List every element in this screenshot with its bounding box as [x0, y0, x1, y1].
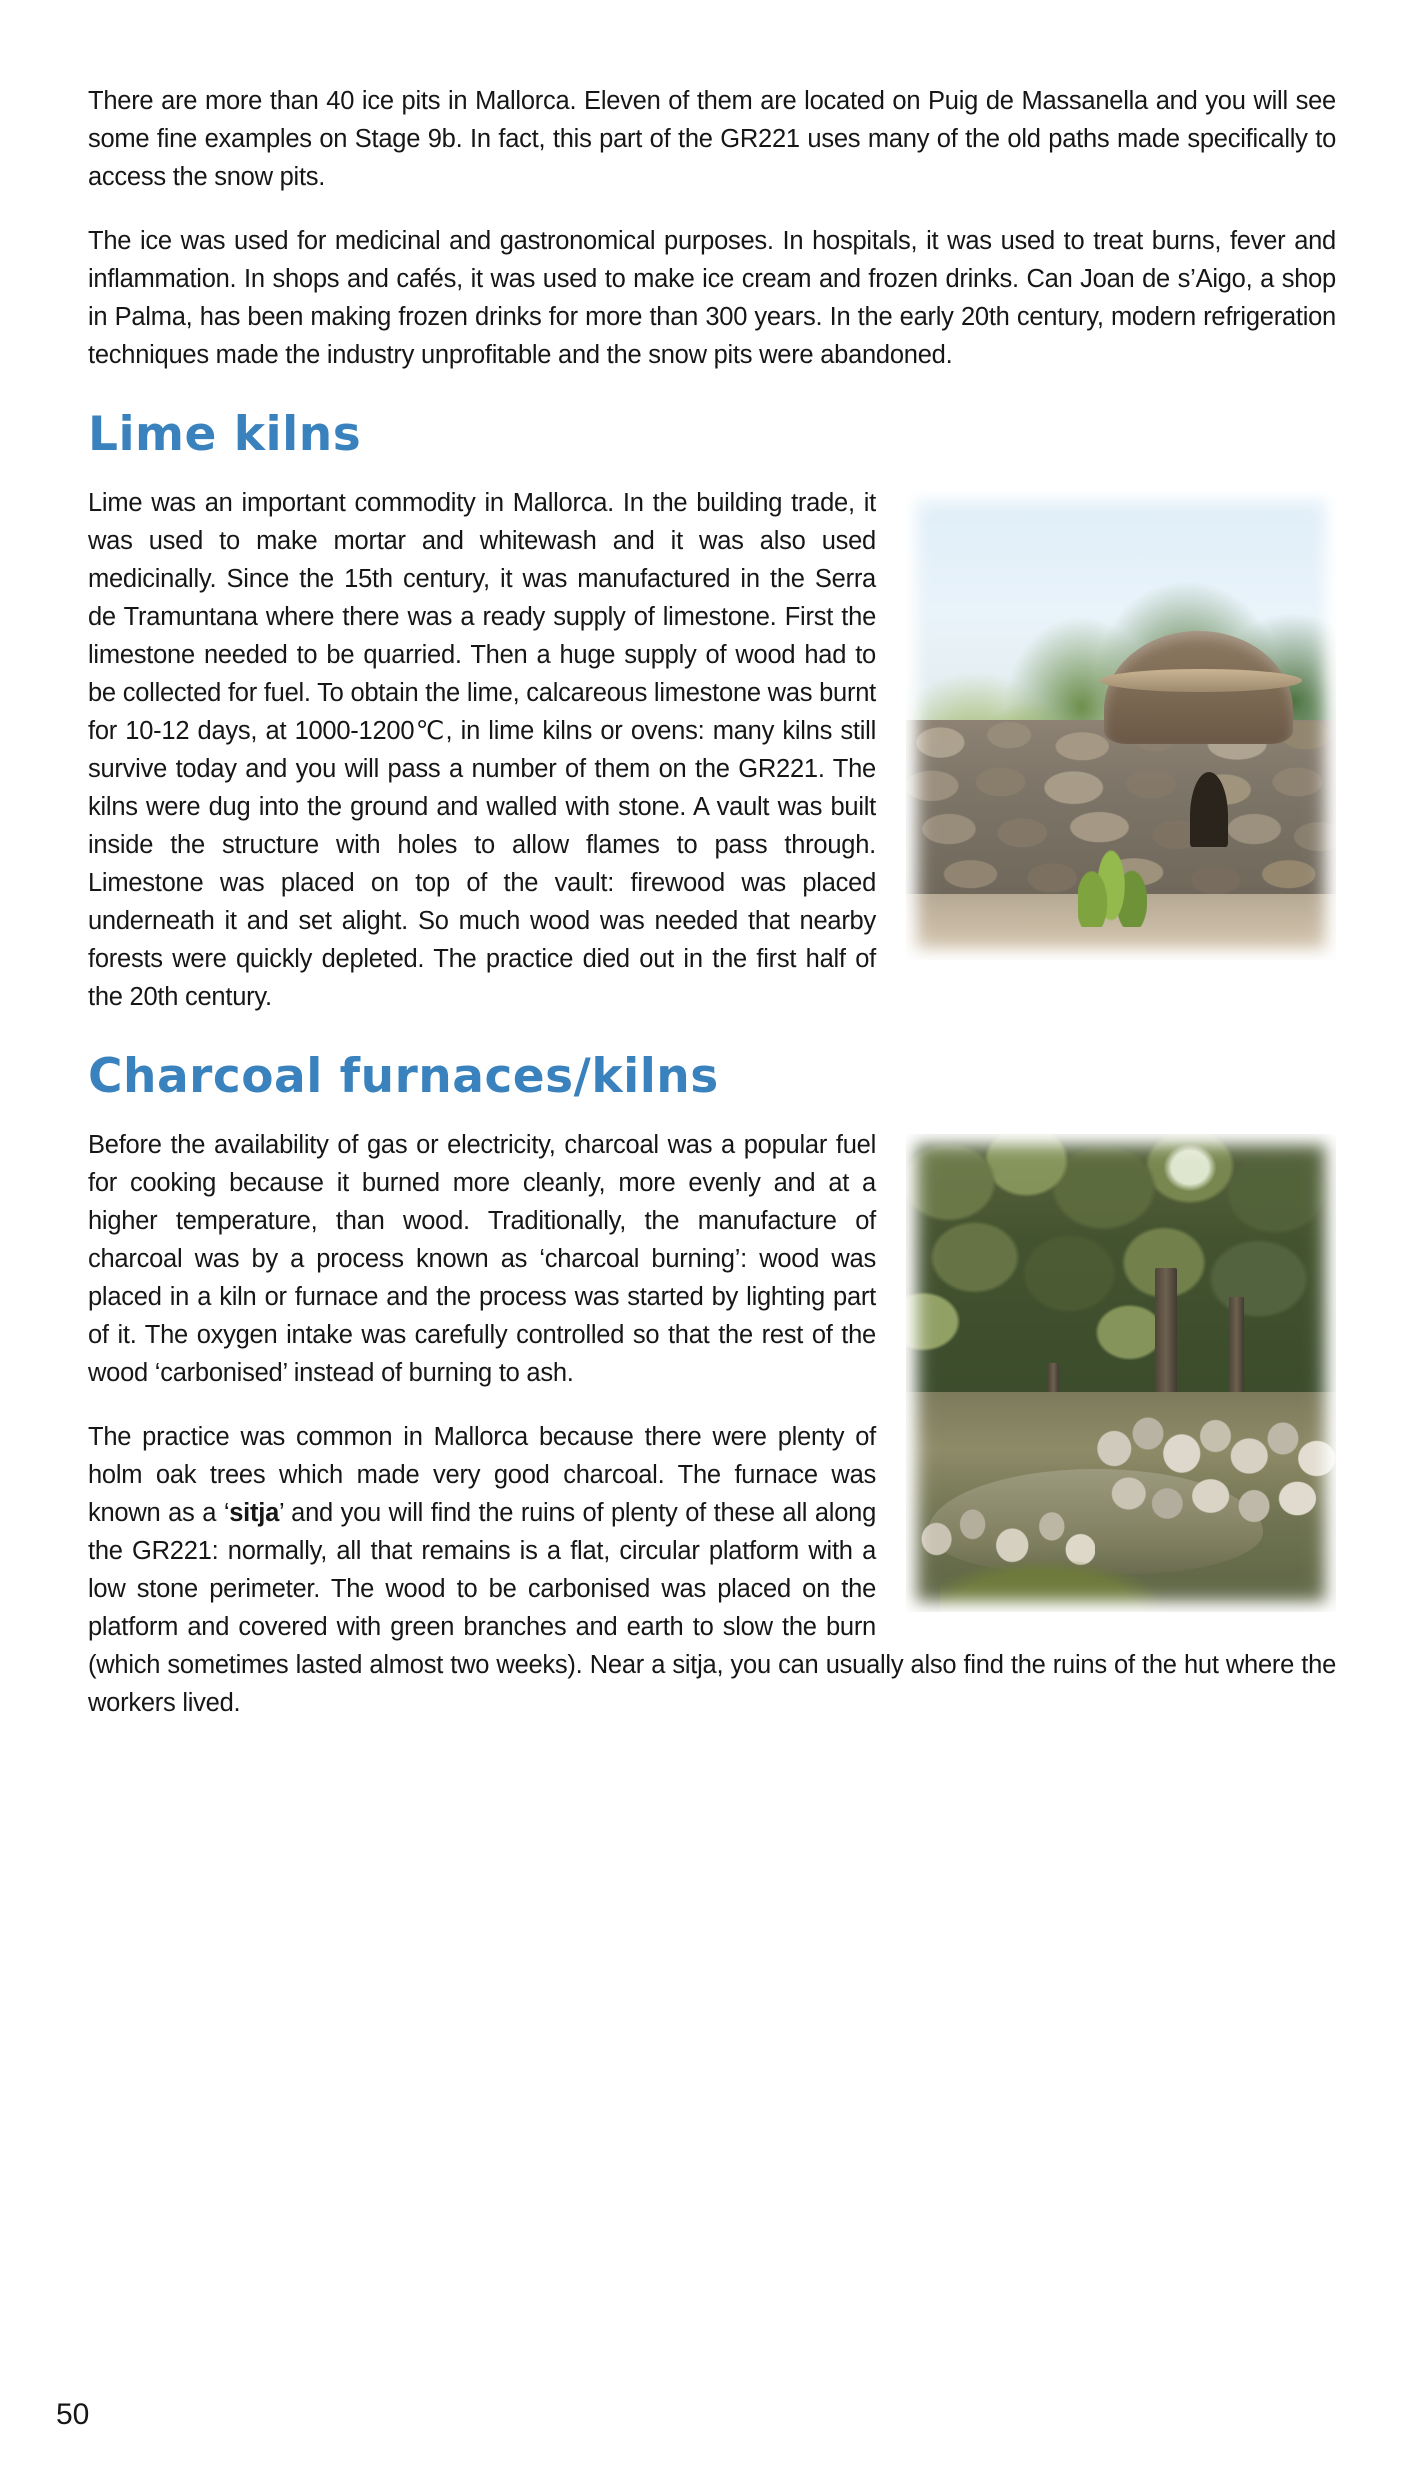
- photo-kiln-dome-edge: [1100, 669, 1302, 693]
- figure-sitja-photo: [906, 1134, 1336, 1612]
- heading-lime-kilns: Lime kilns: [88, 407, 362, 462]
- photo-sky-gap: [1164, 1144, 1216, 1192]
- photo-moss: [940, 1545, 1198, 1612]
- page-number: 50: [56, 2398, 90, 2431]
- figure-lime-kiln-photo: [906, 490, 1336, 960]
- heading-charcoal-furnaces: Charcoal furnaces/kilns: [88, 1049, 719, 1104]
- term-sitja: sitja: [229, 1499, 280, 1527]
- charcoal-2-text-after: ’ and you will find the ruins of plenty of these all along the GR221: normally, all that remains is a flat, circular platform with a low stone perimeter. The wood to be carbonised was placed on the platform and covered with green branches and earth to slow the burn (which sometimes lasted almost two weeks). Near a sitja, you can usually also find the ruins of the hut where the workers lived.: [88, 1499, 1336, 1717]
- paragraph-ice-pits-1: There are more than 40 ice pits in Mallorca. Eleven of them are located on Puig de Massanella and you will see some fine examples on Stage 9b. In fact, this part of the GR221 uses many of the old paths made specifically to access the snow pits.: [88, 87, 1336, 191]
- paragraph-lime-kilns: Lime was an important commodity in Mallorca. In the building trade, it was used to make mortar and whitewash and it was also used medicinally. Since the 15th century, it was manufactured in the Serra de Tramuntana where there was a ready supply of limestone. First the limestone needed to be quarried. Then a huge supply of wood had to be collected for fuel. To obtain the lime, calcareous limestone was burnt for 10-12 days, at 1000-1200℃, in lime kilns or ovens: many kilns still survive today and you will pass a number of them on the GR221. The kilns were dug into the ground and walled with stone. A vault was built inside the structure with holes to allow flames to pass through. Limestone was placed on top of the vault: firewood was placed underneath it and set alight. So much wood was needed that nearby forests were quickly depleted. The practice died out in the first half of the 20th century.: [88, 489, 876, 1011]
- photo-palm-bush: [1078, 847, 1147, 927]
- photo-stone-perimeter: [1095, 1411, 1336, 1535]
- page-content: [88, 82, 1336, 1748]
- paragraph-charcoal-1: Before the availability of gas or electricity, charcoal was a popular fuel for cooking because it burned more cleanly, more evenly and at a higher temperature, than wood. Traditionally, the manufacture of charcoal was by a process known as ‘charcoal burning’: wood was placed in a kiln or furnace and the process was started by lighting part of it. The oxygen intake was carefully controlled so that the rest of the wood ‘carbonised’ instead of burning to ash.: [88, 1131, 876, 1387]
- paragraph-ice-pits-2: The ice was used for medicinal and gastronomical purposes. In hospitals, it was used to treat burns, fever and inflammation. In shops and cafés, it was used to make ice cream and frozen drinks. Can Joan de s’Aigo, a shop in Palma, has been making frozen drinks for more than 300 years. In the early 20th century, modern refrigeration techniques made the industry unprofitable and the snow pits were abandoned.: [88, 227, 1336, 369]
- charcoal-2-text-before: The practice was common in Mallorca because there were plenty of holm oak trees which made very good charcoal. The furnace was known as a ‘: [88, 1423, 876, 1527]
- photo-oak-canopy: [906, 1134, 1336, 1402]
